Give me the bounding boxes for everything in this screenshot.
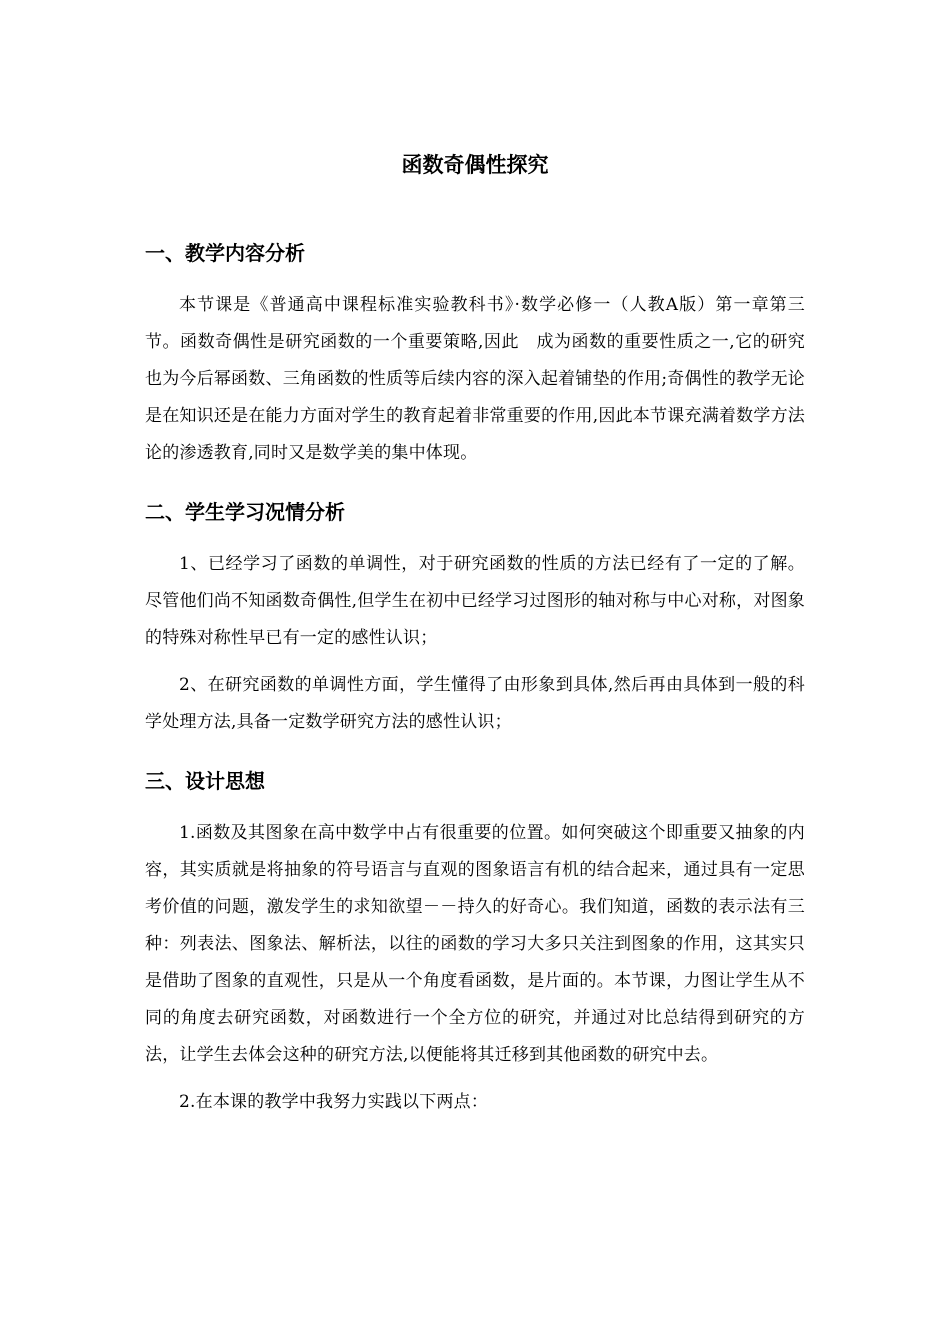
document-page — [145, 145, 805, 1121]
paragraph: 2、在研究函数的单调性方面，学生懂得了由形象到具体,然后再由具体到一般的科学处理方法,具备一定数学研究方法的感性认识； — [145, 675, 805, 732]
section-heading: 一、教学内容分析 — [145, 241, 305, 265]
section-student-analysis — [145, 494, 805, 741]
section-design-idea — [145, 763, 805, 1121]
paragraph: 2.在本课的教学中我努力实践以下两点： — [179, 1092, 489, 1112]
document-title: 函数奇偶性探究 — [401, 153, 549, 177]
paragraph: 1、已经学习了函数的单调性，对于研究函数的性质的方法已经有了一定的了解。尽管他们尚不知函数奇偶性,但学生在初中已经学习过图形的轴对称与中心对称，对图象的特殊对称性早已有一定的感性认识； — [145, 554, 805, 648]
paragraph: 本节课是《普通高中课程标准实验教科书》·数学必修一（人教A版）第一章第三节。函数奇偶性是研究函数的一个重要策略,因此 成为函数的重要性质之一,它的研究也为今后幂函数、三角函数的性质等后续内容的深入起着铺垫的作用;奇偶性的教学无论是在知识还是在能力方面对学生的教育起着非常重要的作用,因此本节课充满着数学方法论的渗透教育,同时又是数学美的集中体现。 — [145, 295, 805, 463]
paragraph: 1.函数及其图象在高中数学中占有很重要的位置。如何突破这个即重要又抽象的内容，其实质就是将抽象的符号语言与直观的图象语言有机的结合起来，通过具有一定思考价值的问题，激发学生的求知欲望－－持久的好奇心。我们知道，函数的表示法有三种：列表法、图象法、解析法，以往的函数的学习大多只关注到图象的作用，这其实只是借助了图象的直观性，只是从一个角度看函数，是片面的。本节课，力图让学生从不同的角度去研究函数，对函数进行一个全方位的研究，并通过对比总结得到研究的方法，让学生去体会这种的研究方法,以便能将其迁移到其他函数的研究中去。 — [145, 823, 805, 1065]
section-heading: 二、学生学习况情分析 — [145, 500, 345, 524]
section-heading: 三、设计思想 — [145, 769, 265, 793]
section-content-analysis — [145, 235, 805, 472]
